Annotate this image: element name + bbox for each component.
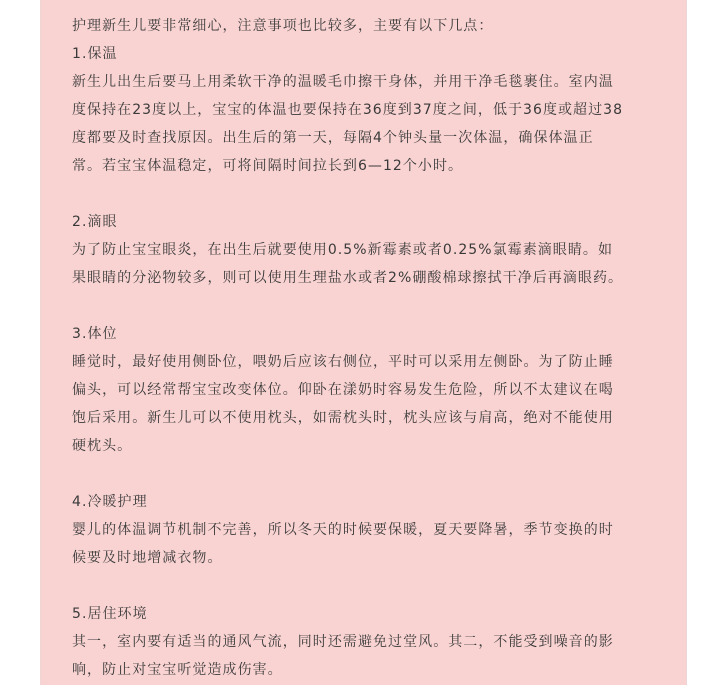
paragraph-line: 睡觉时，最好使用侧卧位，喂奶后应该右侧位，平时可以采用左侧卧。为了防止睡: [72, 354, 614, 370]
section-spacer: [72, 572, 662, 600]
paragraph-line: 常。若宝宝体温稳定，可将间隔时间拉长到6—12个小时。: [72, 158, 464, 174]
section-heading: 4.冷暖护理: [72, 494, 148, 510]
paragraph-line: 偏头，可以经常帮宝宝改变体位。仰卧在漾奶时容易发生危险，所以不太建议在喝: [72, 382, 614, 398]
paragraph-line: 其一，室内要有适当的通风气流，同时还需避免过堂风。其二，不能受到噪音的影: [72, 634, 614, 650]
section-warmth: [72, 40, 662, 180]
section-heading: 2.滴眼: [72, 214, 118, 230]
article-card: [40, 0, 687, 685]
paragraph-line: 响，防止对宝宝听觉造成伤害。: [72, 662, 283, 678]
paragraph-line: 婴儿的体温调节机制不完善，所以冬天的时候要保暖，夏天要降暑，季节变换的时: [72, 522, 614, 538]
section-heading: 3.体位: [72, 326, 118, 342]
paragraph-line: 候要及时地增减衣物。: [72, 550, 223, 566]
section-temperature-care: [72, 488, 662, 572]
intro-text: 护理新生儿要非常细心，注意事项也比较多，主要有以下几点：: [72, 18, 494, 34]
section-spacer: [72, 460, 662, 488]
paragraph-line: 为了防止宝宝眼炎，在出生后就要使用0.5%新霉素或者0.25%氯霉素滴眼睛。如: [72, 242, 613, 258]
article-body: [72, 12, 662, 684]
section-heading: 5.居住环境: [72, 606, 148, 622]
paragraph-line: 度保持在23度以上，宝宝的体温也要保持在36度到37度之间，低于36度或超过38: [72, 102, 624, 118]
paragraph-line: 硬枕头。: [72, 438, 133, 454]
section-posture: [72, 320, 662, 460]
paragraph-line: 果眼睛的分泌物较多，则可以使用生理盐水或者2%硼酸棉球擦拭干净后再滴眼药。: [72, 270, 624, 286]
paragraph-line: 新生儿出生后要马上用柔软干净的温暖毛巾擦干身体，并用干净毛毯裹住。室内温: [72, 74, 614, 90]
paragraph-line: 饱后采用。新生儿可以不使用枕头，如需枕头时，枕头应该与肩高，绝对不能使用: [72, 410, 614, 426]
section-eye-drops: [72, 208, 662, 292]
section-spacer: [72, 292, 662, 320]
section-heading: 1.保温: [72, 46, 118, 62]
section-spacer: [72, 180, 662, 208]
paragraph-line: 度都要及时查找原因。出生后的第一天，每隔4个钟头量一次体温，确保体温正: [72, 130, 594, 146]
section-living-environment: [72, 600, 662, 684]
